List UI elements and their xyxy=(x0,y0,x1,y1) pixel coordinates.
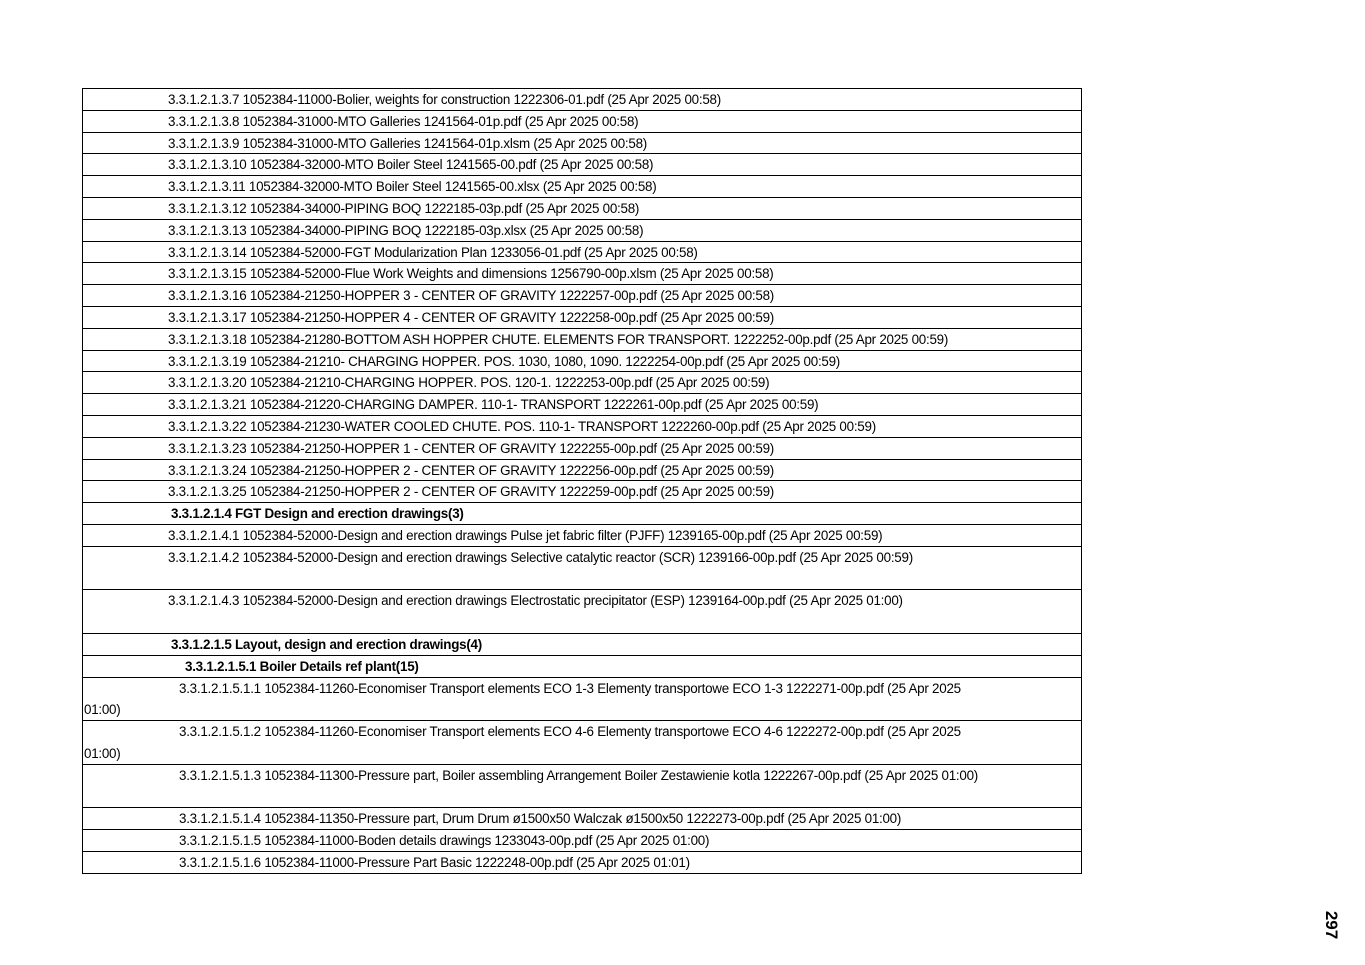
row-text: 3.3.1.2.1.3.8 1052384-31000-MTO Galleries 1241564-01p.pdf (25 Apr 2025 00:58) xyxy=(168,113,639,129)
row-text xyxy=(83,721,1081,764)
document-entry-row xyxy=(83,329,1081,351)
document-entry-row xyxy=(83,438,1081,460)
row-text: 3.3.1.2.1.3.11 1052384-32000-MTO Boiler Steel 1241565-00.xlsx (25 Apr 2025 00:58) xyxy=(168,179,657,195)
row-text: 3.3.1.2.1.3.14 1052384-52000-FGT Modularization Plan 1233056-01.pdf (25 Apr 2025 00:58) xyxy=(168,244,698,260)
row-text: 3.3.1.2.1.5.1.3 1052384-11300-Pressure part, Boiler assembling Arrangement Boiler Zestawienie kotla 1222267-00p.pdf (25 Apr 2025 01:00) xyxy=(179,767,978,783)
document-entry-row xyxy=(83,220,1081,242)
row-text: 3.3.1.2.1.5.1.6 1052384-11000-Pressure Part Basic 1222248-00p.pdf (25 Apr 2025 01:01) xyxy=(179,854,690,870)
row-text-line: 3.3.1.2.1.5.1.2 1052384-11260-Economiser Transport elements ECO 4-6 Elementy transportowe ECO 4-6 1222272-00p.pdf (25 Apr 2025 xyxy=(179,724,961,740)
row-text: 3.3.1.2.1.3.10 1052384-32000-MTO Boiler Steel 1241565-00.pdf (25 Apr 2025 00:58) xyxy=(168,157,654,173)
row-text: 3.3.1.2.1.5.1.5 1052384-11000-Boden details drawings 1233043-00p.pdf (25 Apr 2025 01:00) xyxy=(179,833,710,849)
row-text: 3.3.1.2.1.4.1 1052384-52000-Design and erection drawings Pulse jet fabric filter (PJFF) 1239165-00p.pdf (25 Apr 2025 00:59) xyxy=(168,527,883,543)
row-text: 3.3.1.2.1.5.1.4 1052384-11350-Pressure part, Drum Drum ø1500x50 Walczak ø1500x50 1222273-00p.pdf (25 Apr 2025 01:00) xyxy=(179,811,902,827)
row-text-continuation: 01:00) xyxy=(84,745,121,761)
document-entry-row xyxy=(83,525,1081,547)
section-heading-row xyxy=(83,634,1081,656)
document-entry-row xyxy=(83,198,1081,220)
document-entry-row xyxy=(83,307,1081,329)
row-text xyxy=(83,678,1081,721)
row-text: 3.3.1.2.1.3.12 1052384-34000-PIPING BOQ 1222185-03p.pdf (25 Apr 2025 00:58) xyxy=(168,200,640,216)
row-text: 3.3.1.2.1.3.17 1052384-21250-HOPPER 4 - CENTER OF GRAVITY 1222258-00p.pdf (25 Apr 2025 00:59) xyxy=(168,309,774,325)
row-text-line: 3.3.1.2.1.5.1.1 1052384-11260-Economiser Transport elements ECO 1-3 Elementy transportowe ECO 1-3 1222271-00p.pdf (25 Apr 2025 xyxy=(179,680,961,696)
document-entry-row xyxy=(83,242,1081,264)
document-entry-row xyxy=(83,351,1081,373)
row-text: 3.3.1.2.1.3.19 1052384-21210- CHARGING HOPPER. POS. 1030, 1080, 1090. 1222254-00p.pdf (25 Apr 2025 00:59) xyxy=(168,353,841,369)
document-entry-row xyxy=(83,154,1081,176)
row-text: 3.3.1.2.1.3.24 1052384-21250-HOPPER 2 - CENTER OF GRAVITY 1222256-00p.pdf (25 Apr 2025 00:59) xyxy=(168,462,774,478)
document-entry-row xyxy=(83,111,1081,133)
document-entry-row xyxy=(83,830,1081,852)
document-index-table xyxy=(82,88,1082,874)
section-heading-row xyxy=(83,656,1081,678)
document-entry-row xyxy=(83,852,1081,874)
row-text: 3.3.1.2.1.4 FGT Design and erection drawings(3) xyxy=(171,506,464,522)
row-text: 3.3.1.2.1.5.1 Boiler Details ref plant(15) xyxy=(185,658,419,674)
document-entry-row xyxy=(83,394,1081,416)
document-entry-row xyxy=(83,765,1081,809)
row-text: 3.3.1.2.1.3.18 1052384-21280-BOTTOM ASH HOPPER CHUTE. ELEMENTS FOR TRANSPORT. 1222252-00p.pdf (25 Apr 2025 00:59) xyxy=(168,331,949,347)
document-entry-row xyxy=(83,547,1081,591)
row-text: 3.3.1.2.1.3.13 1052384-34000-PIPING BOQ 1222185-03p.xlsx (25 Apr 2025 00:58) xyxy=(168,222,644,238)
document-entry-row xyxy=(83,372,1081,394)
row-text: 3.3.1.2.1.4.3 1052384-52000-Design and erection drawings Electrostatic precipitator (ESP) 1239164-00p.pdf (25 Apr 2025 01:00) xyxy=(168,593,903,609)
document-entry-row xyxy=(83,808,1081,830)
row-text: 3.3.1.2.1.5 Layout, design and erection drawings(4) xyxy=(171,636,482,652)
row-text: 3.3.1.2.1.3.15 1052384-52000-Flue Work Weights and dimensions 1256790-00p.xlsm (25 Apr 2025 00:58) xyxy=(168,266,774,282)
row-text: 3.3.1.2.1.3.22 1052384-21230-WATER COOLED CHUTE. POS. 110-1- TRANSPORT 1222260-00p.pdf (25 Apr 2025 00:59) xyxy=(168,418,876,434)
document-entry-row xyxy=(83,176,1081,198)
row-text: 3.3.1.2.1.3.23 1052384-21250-HOPPER 1 - CENTER OF GRAVITY 1222255-00p.pdf (25 Apr 2025 00:59) xyxy=(168,440,774,456)
row-text: 3.3.1.2.1.3.16 1052384-21250-HOPPER 3 - CENTER OF GRAVITY 1222257-00p.pdf (25 Apr 2025 00:58) xyxy=(168,288,774,304)
row-text: 3.3.1.2.1.3.20 1052384-21210-CHARGING HOPPER. POS. 120-1. 1222253-00p.pdf (25 Apr 2025 00:59) xyxy=(168,375,770,391)
document-entry-row xyxy=(83,416,1081,438)
page-number: 297 xyxy=(1322,910,1341,940)
row-text-continuation: 01:00) xyxy=(84,702,121,718)
row-text: 3.3.1.2.1.3.21 1052384-21220-CHARGING DAMPER. 110-1- TRANSPORT 1222261-00p.pdf (25 Apr 2025 00:59) xyxy=(168,397,819,413)
row-text: 3.3.1.2.1.3.25 1052384-21250-HOPPER 2 - CENTER OF GRAVITY 1222259-00p.pdf (25 Apr 2025 00:59) xyxy=(168,484,774,500)
row-text: 3.3.1.2.1.4.2 1052384-52000-Design and erection drawings Selective catalytic reactor (SCR) 1239166-00p.pdf (25 Apr 2025 00:59) xyxy=(168,549,913,565)
document-entry-row xyxy=(83,263,1081,285)
section-heading-row xyxy=(83,503,1081,525)
document-entry-row xyxy=(83,481,1081,503)
document-entry-row xyxy=(83,678,1081,722)
document-entry-row xyxy=(83,460,1081,482)
document-entry-row xyxy=(83,133,1081,155)
document-entry-row xyxy=(83,721,1081,765)
row-text: 3.3.1.2.1.3.7 1052384-11000-Bolier, weights for construction 1222306-01.pdf (25 Apr 2025 00:58) xyxy=(168,92,721,107)
document-entry-row xyxy=(83,285,1081,307)
document-entry-row xyxy=(83,89,1081,111)
document-entry-row xyxy=(83,590,1081,634)
row-text: 3.3.1.2.1.3.9 1052384-31000-MTO Galleries 1241564-01p.xlsm (25 Apr 2025 00:58) xyxy=(168,135,648,151)
